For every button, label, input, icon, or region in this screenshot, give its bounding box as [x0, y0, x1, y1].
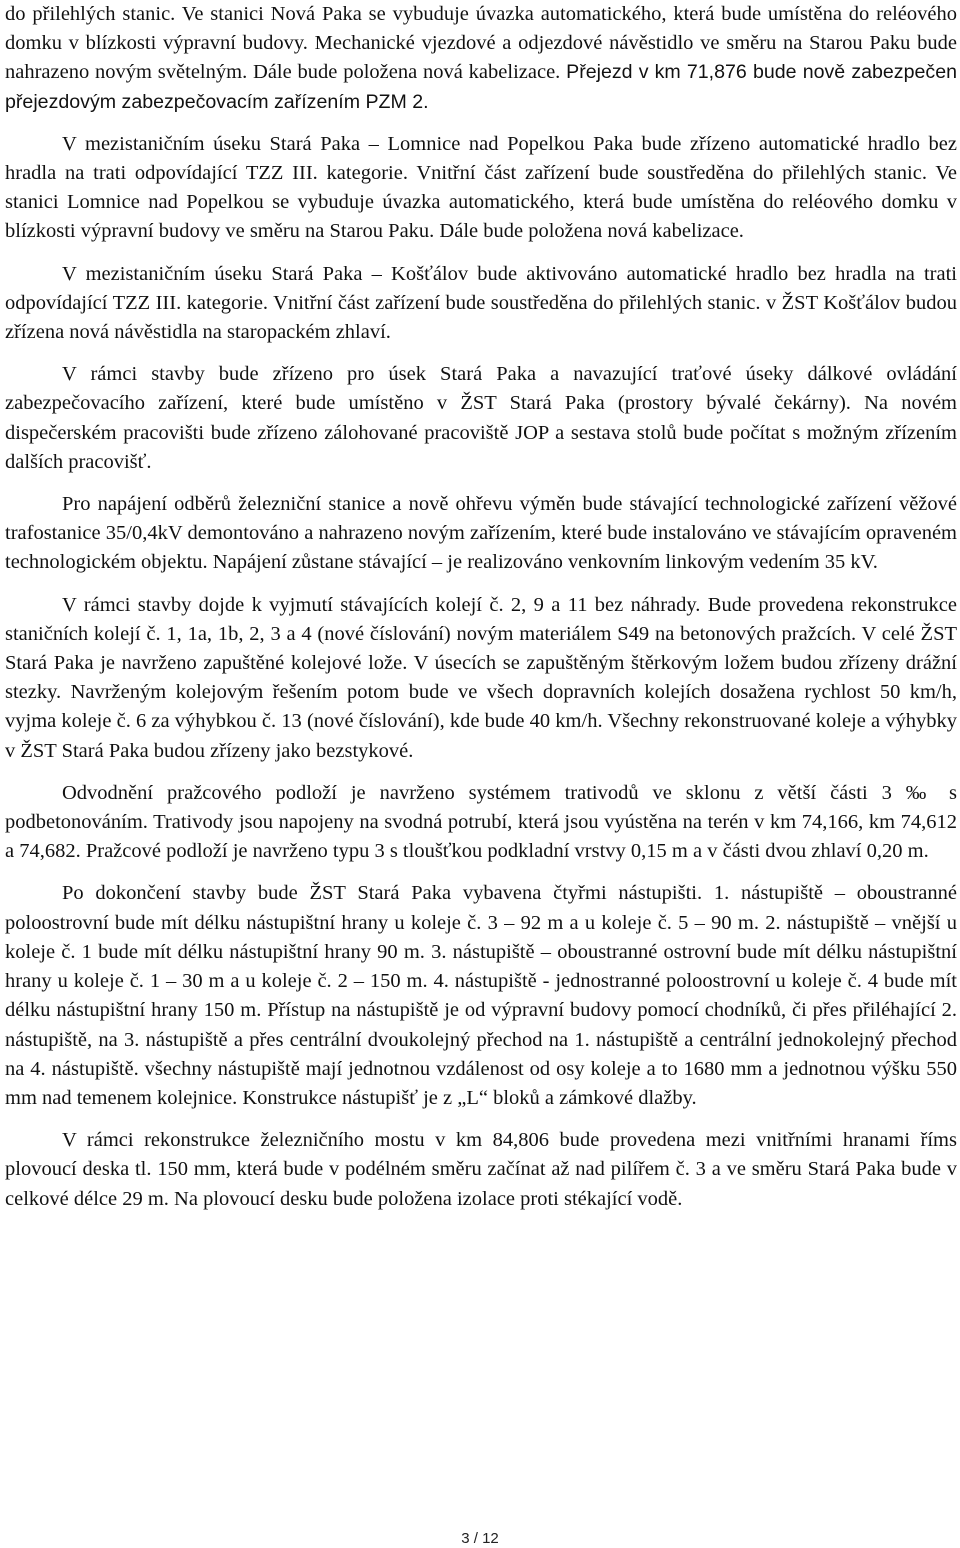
paragraph — [5, 879, 957, 1113]
paragraph-text: V mezistaničním úseku Stará Paka – Košťálov bude aktivováno automatické hradlo bez hradla na trati odpovídající TZZ III. kategorie. Vnitřní část zařízení bude soustředěna do přilehlých stanic. v ŽST Košťálov budou zřízena nová návěstidla na staropackém zhlaví. — [5, 262, 957, 344]
paragraph-text: Po dokončení stavby bude ŽST Stará Paka vybavena čtyřmi nástupišti. 1. nástupiště – oboustranné poloostrovní bude mít délku nástupištní hrany u koleje č. 3 – 92 m a u koleje č. 5 – 90 m. 2. nástupiště – vnější u koleje č. 1 bude mít délku nástupištní hrany 90 m. 3. nástupiště – oboustranné ostrovní bude mít délku nástupištní hrany u koleje č. 1 – 30 m a u koleje č. 2 – 150 m. 4. nástupiště - jednostranné poloostrovní u koleje č. 4 bude mít délku nástupištní hrany 150 m. Přístup na nástupiště je od výpravní budovy pomocí chodníků, či přes přiléhající 2. nástupiště, na 3. nástupiště a přes centrální dvoukolejný přechod na 1. nástupiště a centrální jednokolejný přechod na 4. nástupiště. všechny nástupiště mají jednotnou vzdálenost od osy koleje a to 1680 mm a jednotnou výšku 550 mm nad temenem kolejnice. Konstrukce nástupišť je z „L“ bloků a zámkové dlažby. — [5, 882, 957, 1109]
document-page — [5, 0, 957, 1214]
paragraph — [5, 1126, 957, 1214]
paragraph — [5, 779, 957, 867]
paragraph — [5, 0, 957, 117]
paragraph — [5, 260, 957, 348]
paragraph-text: Pro napájení odběrů železniční stanice a nově ohřevu výměn bude stávající technologické zařízení věžové trafostanice 35/0,4kV demontováno a nahrazeno novým zařízením, které bude instalováno ve stávajícím opraveném technologickém objektu. Napájení zůstane stávající – je realizováno venkovním linkovým vedením 35 kV. — [5, 493, 957, 574]
paragraph-text: V rámci rekonstrukce železničního mostu v km 84,806 bude provedena mezi vnitřními hranami říms plovoucí deska tl. 150 mm, která bude v podélném směru začínat až nad pilířem č. 3 a ve směru Stará Paka bude v celkové délce 29 m. Na plovoucí desku bude položena izolace proti stékající vodě. — [5, 1129, 957, 1210]
paragraph — [5, 360, 957, 477]
paragraph — [5, 591, 957, 766]
paragraph-text: do přilehlých stanic. Ve stanici Nová Paka se vybuduje úvazka automatického, která bude umístěna do reléového domku v blízkosti výpravní budovy. Mechanické vjezdové a odjezdové návěstidlo ve směru na Starou Paku bude nahrazeno novým světelným. Dále bude položena nová kabelizace. — [5, 3, 957, 84]
paragraph-text: Odvodnění pražcového podloží je navrženo systémem trativodů ve sklonu z větší části 3 ‰ s podbetonováním. Trativody jsou napojeny na svodná potrubí, která jsou vyústěna na terén v km 74,166, km 74,612 a 74,682. Pražcové podloží je navrženo typu 3 s tloušťkou podkladní vrstvy 0,15 m a v části dvou zhlaví 0,20 m. — [5, 781, 957, 863]
paragraph-text: V rámci stavby dojde k vyjmutí stávajících kolejí č. 2, 9 a 11 bez náhrady. Bude provedena rekonstrukce staničních kolejí č. 1, 1a, 1b, 2, 3 a 4 (nové číslování) novým materiálem S49 na betonových pražcích. V celé ŽST Stará Paka je navrženo zapuštěné kolejové lože. V úsecích se zapuštěným štěrkovým ložem budou zřízeny drážní stezky. Navrženým kolejovým řešením potom bude ve všech dopravních kolejích dosažena rychlost 50 km/h, vyjma koleje č. 6 za výhybkou č. 13 (nové číslování), kde bude 40 km/h. Všechny rekonstruované koleje a výhybky v ŽST Stará Paka budou zřízeny jako bezstykové. — [5, 593, 957, 762]
paragraph — [5, 490, 957, 578]
page-number: 3 / 12 — [461, 1530, 499, 1547]
paragraph-text: V rámci stavby bude zřízeno pro úsek Stará Paka a navazující traťové úseky dálkové ovládání zabezpečovacího zařízení, které bude umístěno v ŽST Stará Paka (prostory bývalé čekárny). Na novém dispečerském pracovišti bude zřízeno zálohované pracoviště JOP a sestava stolů bude počítat s možným zřízením dalších pracovišť. — [5, 363, 957, 473]
paragraph — [5, 130, 957, 247]
paragraph-text-sans: Přejezd v km 71,876 bude nově zabezpečen přejezdovým zabezpečovacím zařízením PZM 2. — [5, 61, 957, 113]
paragraph-text: V mezistaničním úseku Stará Paka – Lomnice nad Popelkou Paka bude zřízeno automatické hradlo bez hradla na trati odpovídající TZZ III. kategorie. Vnitřní část zařízení bude soustředěna do přilehlých stanic. Ve stanici Lomnice nad Popelkou se vybuduje úvazka automatického, která bude umístěna do reléového domku v blízkosti výpravní budovy ve směru na Starou Paku. Dále bude položena nová kabelizace. — [5, 132, 957, 243]
